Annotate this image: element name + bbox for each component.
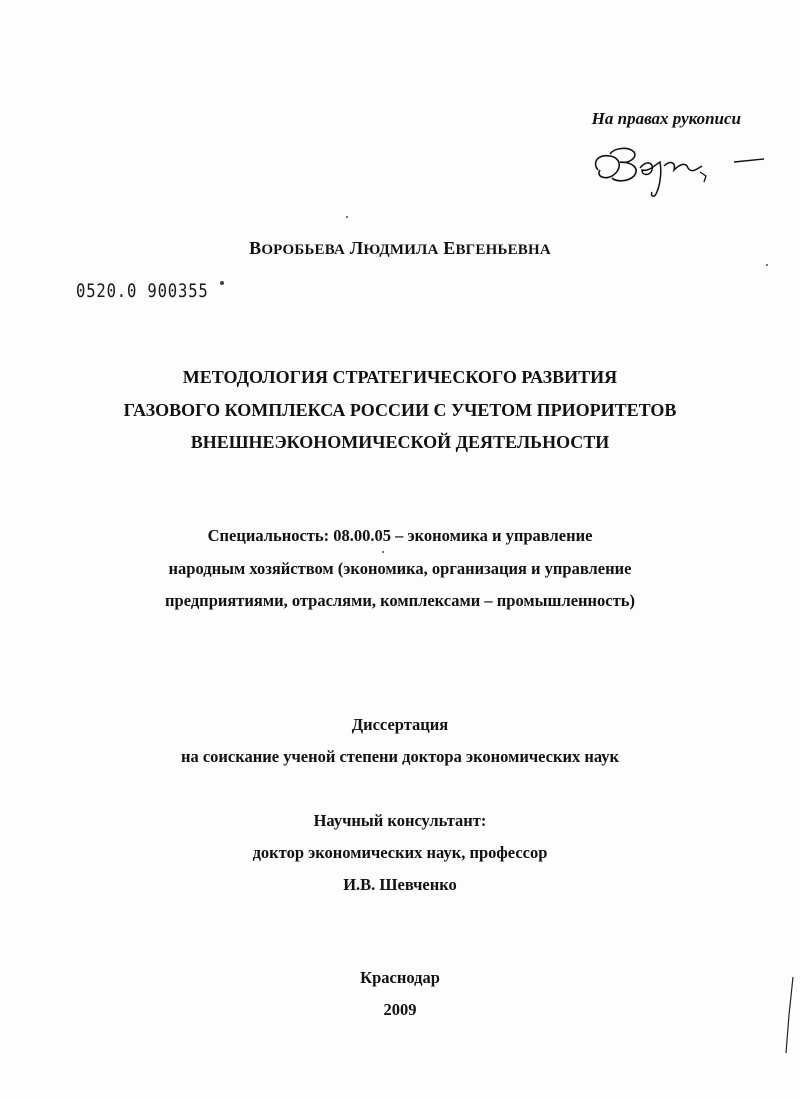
archive-number-stamp: 0520.0 900355 [76,280,209,302]
title-line-2: ГАЗОВОГО КОМПЛЕКСА РОССИИ С УЧЕТОМ ПРИОРИТЕТОВ [123,400,677,420]
year: 2009 [383,1000,417,1019]
dissertation-type: Диссертация [351,715,449,734]
scan-speck [766,264,768,266]
author-name-rest: ЮДМИЛА [363,242,439,258]
author-name [0,238,800,259]
title-line-3: ВНЕШНЕЭКОНОМИЧЕСКОЙ ДЕЯТЕЛЬНОСТИ [190,432,610,452]
manuscript-note: На правах рукописи [591,109,741,128]
consultant-label: Научный консультант: [313,811,487,830]
handwritten-signature [588,132,768,202]
author-name-initial: Л [349,238,364,258]
dissertation-degree: на соискание ученой степени доктора экономических наук [180,747,620,766]
scan-speck [382,551,384,553]
specialty-line-3: предприятиями, отраслями, комплексами – промышленность) [165,591,635,610]
scan-speck [346,216,348,218]
consultant-title: доктор экономических наук, профессор [252,843,548,862]
specialty-line-1: Специальность: 08.00.05 – экономика и управление [207,526,593,545]
margin-pen-stroke [782,975,796,1055]
author-patronymic-rest: ВГЕНЬЕВНА [455,242,551,258]
consultant-name: И.В. Шевченко [343,875,457,894]
title-line-1: МЕТОДОЛОГИЯ СТРАТЕГИЧЕСКОГО РАЗВИТИЯ [182,367,618,387]
author-surname-initial: В [249,238,262,258]
author-surname-rest: ОРОБЬЕВА [261,242,346,258]
specialty-line-2: народным хозяйством (экономика, организация и управление [168,559,632,578]
author-patronymic-initial: Е [443,238,456,258]
stamp-mark [220,281,224,285]
city: Краснодар [360,968,440,987]
